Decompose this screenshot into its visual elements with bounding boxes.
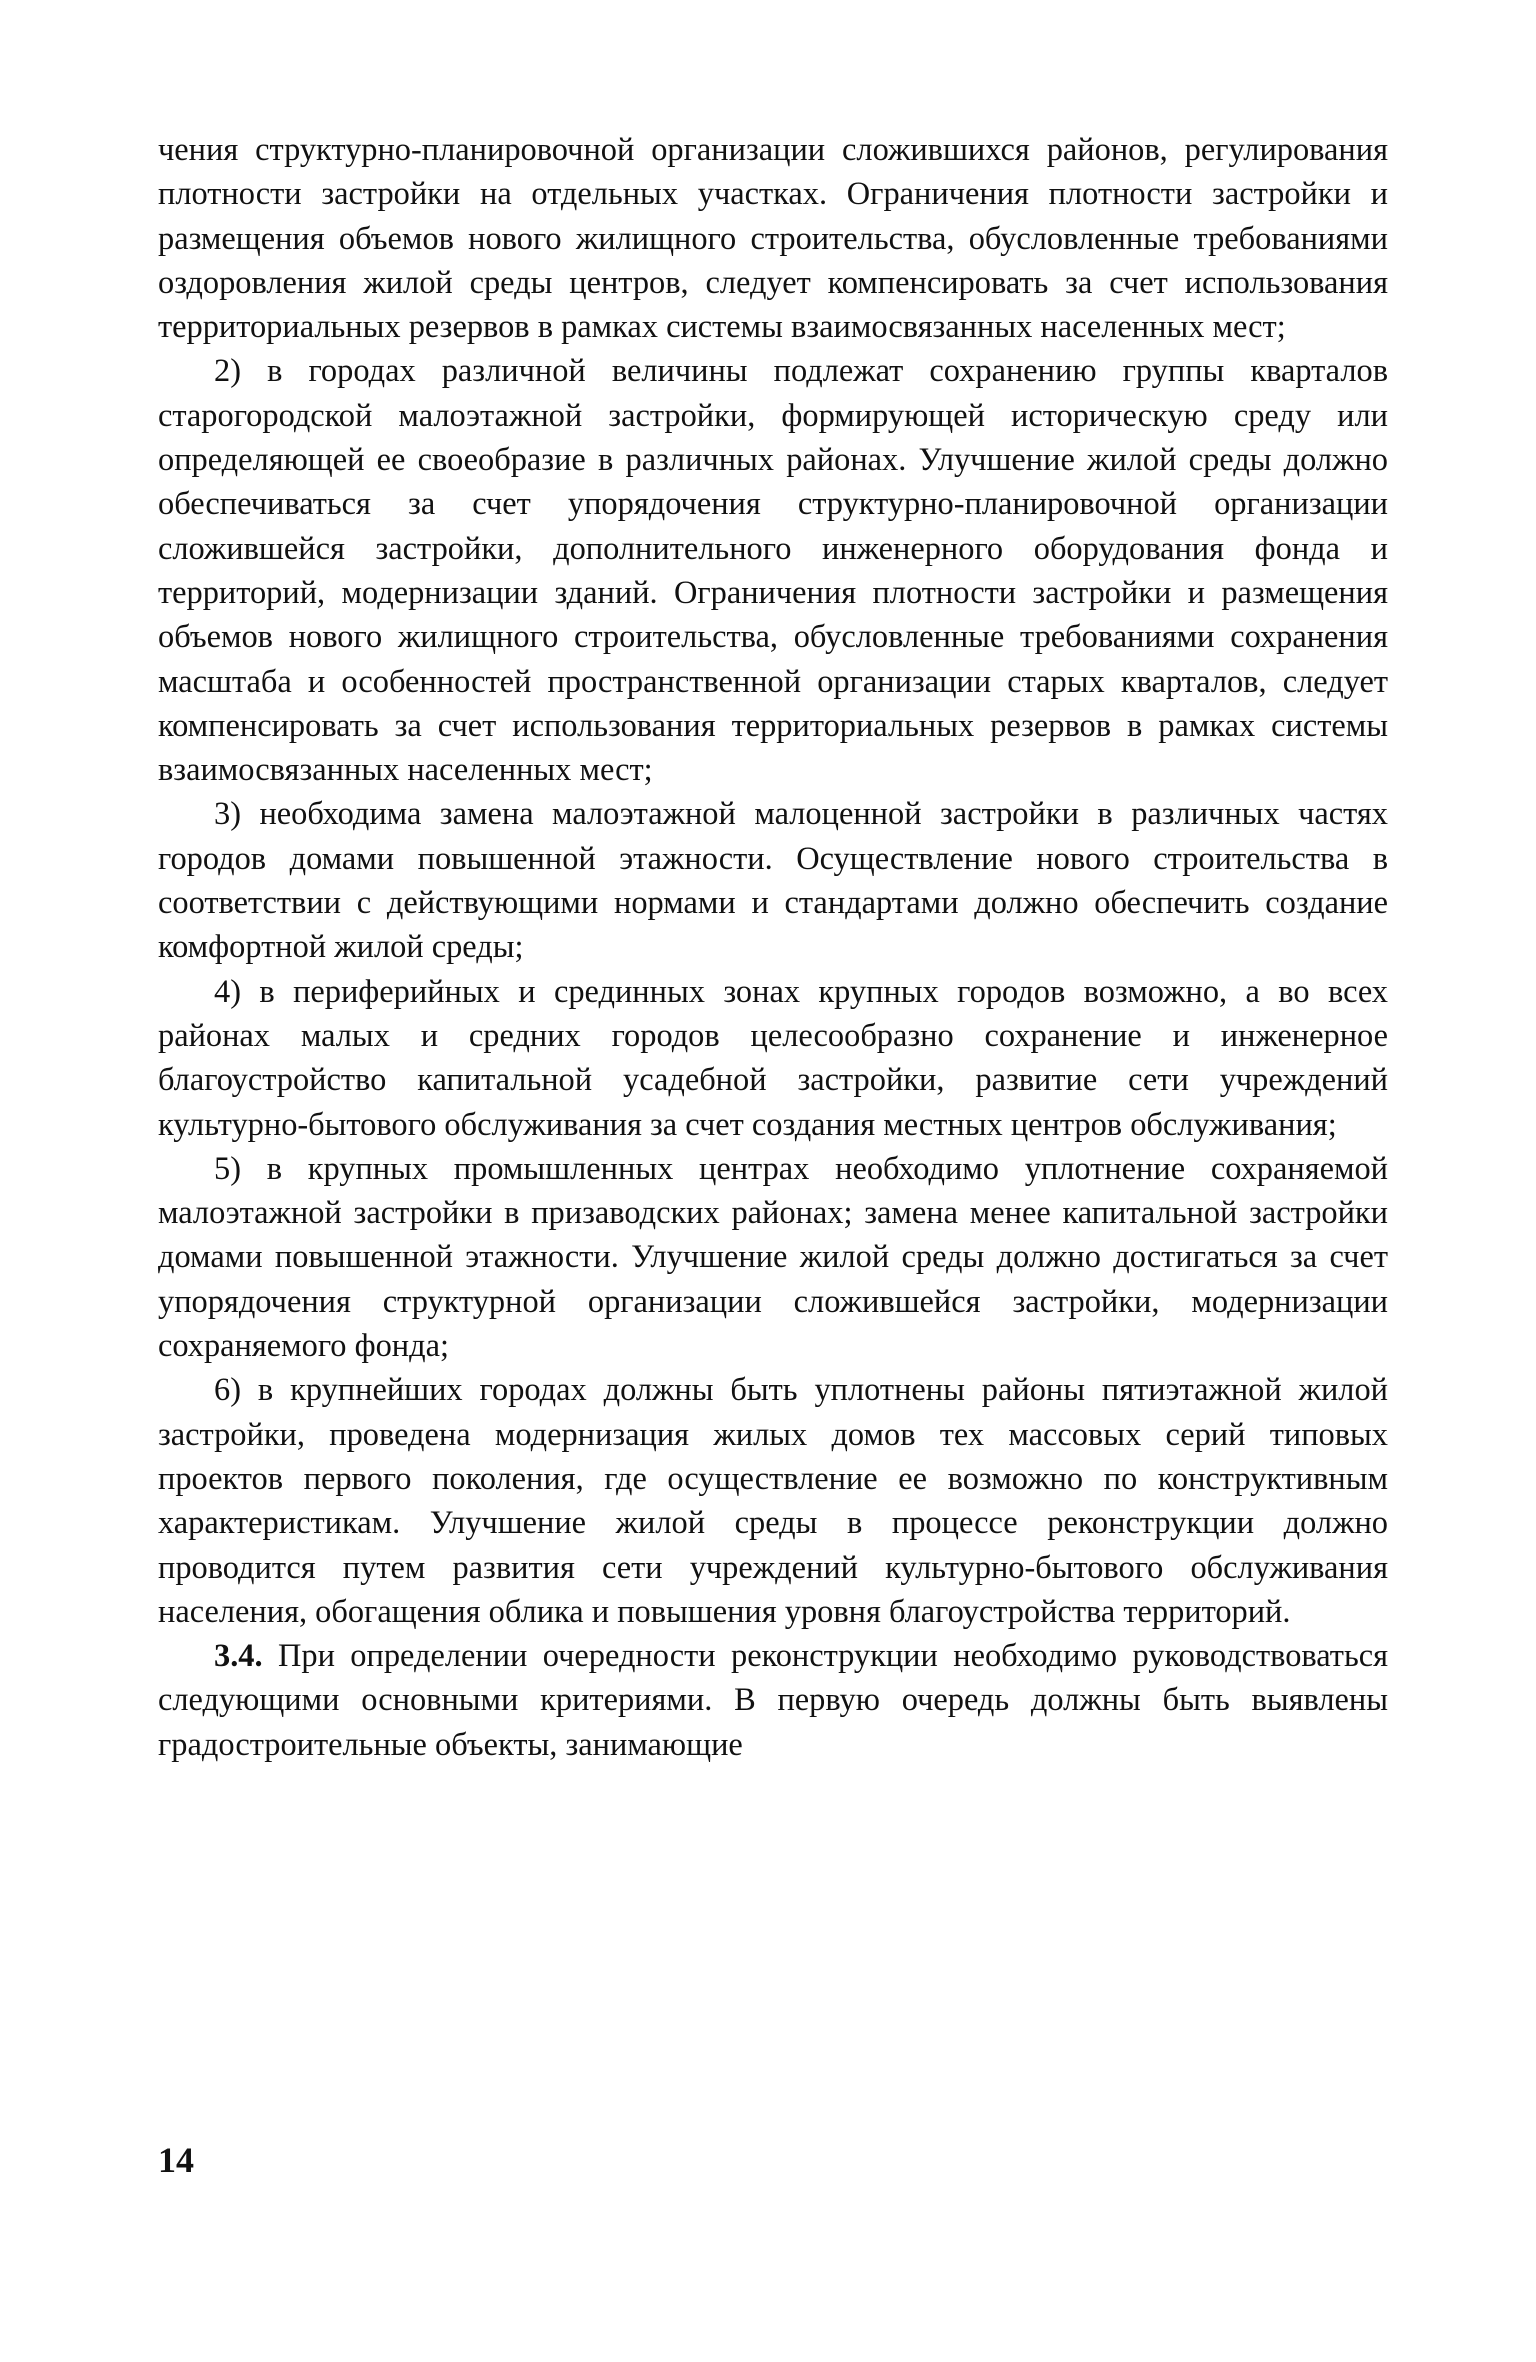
section-number: 3.4. (214, 1638, 263, 1675)
paragraph-item-3: 3) необходима замена малоэтажной малоценной застройки в различных частях городов домами повышенной этажности. Осуществление нового строительства в соответствии с действующими нормами и стандартами должно обеспечить создание комфортной жилой среды; (158, 796, 1388, 966)
document-body (158, 128, 1388, 1767)
section-text: При определении очередности реконструкции необходимо руководствоваться следующими основными критериями. В первую очередь должны быть выявлены градостроительные объекты, занимающие (158, 1638, 1388, 1763)
page-number: 14 (158, 2140, 194, 2180)
paragraph-item-6: 6) в крупнейших городах должны быть уплотнены районы пятиэтажной жилой застройки, проведена модернизация жилых домов тех массовых серий типовых проектов первого поколения, где осуществление ее возможно по конструктивным характеристикам. Улучшение жилой среды в процессе реконструкции должно проводится путем развития сети учреждений культурно-бытового обслуживания населения, обогащения облика и повышения уровня благоустройства территорий. (158, 1372, 1388, 1630)
paragraph-item-5: 5) в крупных промышленных центрах необходимо уплотнение сохраняемой малоэтажной застройки в призаводских районах; замена менее капитальной застройки домами повышенной этажности. Улучшение жилой среды должно достигаться за счет упорядочения структурной организации сложившейся застройки, модернизации сохраняемого фонда; (158, 1150, 1388, 1365)
paragraph-1-continuation: чения структурно-планировочной организации сложившихся районов, регулирования плотности застройки на отдельных участках. Ограничения плотности застройки и размещения объемов нового жилищного строительства, обусловленные требованиями оздоровления жилой среды центров, следует компенсировать за счет использования территориальных резервов в рамках системы взаимосвязанных населенных мест; (158, 132, 1388, 346)
paragraph-section-3-4 (158, 1634, 1388, 1767)
paragraph-item-2: 2) в городах различной величины подлежат сохранению группы кварталов старогородской малоэтажной застройки, формирующей историческую среду или определяющей ее своеобразие в различных районах. Улучшение жилой среды должно обеспечиваться за счет упорядочения структурно-планировочной организации сложившейся застройки, дополнительного инженерного оборудования фонда и территорий, модернизации зданий. Ограничения плотности застройки и размещения объемов нового жилищного строительства, обусловленные требованиями сохранения масштаба и особенностей пространственной организации старых кварталов, следует компенсировать за счет использования территориальных резервов в рамках системы взаимосвязанных населенных мест; (158, 353, 1388, 789)
paragraph-item-4: 4) в периферийных и срединных зонах крупных городов возможно, а во всех районах малых и средних городов целесообразно сохранение и инженерное благоустройство капитальной усадебной застройки, развитие сети учреждений культурно-бытового обслуживания за счет создания местных центров обслуживания; (158, 973, 1388, 1143)
